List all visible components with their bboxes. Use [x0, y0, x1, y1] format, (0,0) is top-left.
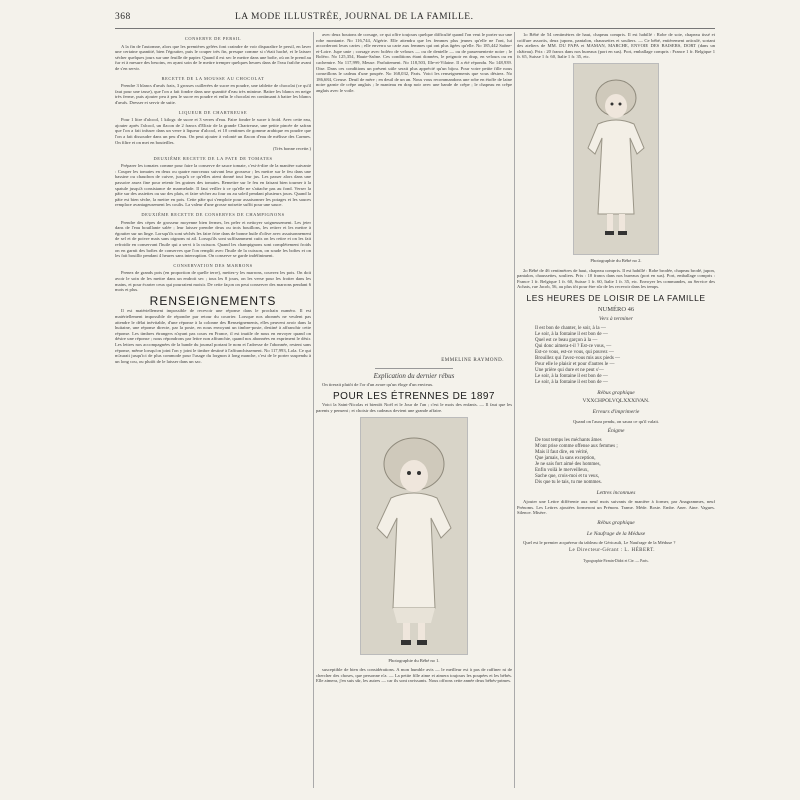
paragraph: Prendre 3 blancs d'œufs frais, 3 grosses cuillerées de sucre en poudre, une tablette de chocolat (ce qu'il faut pour une tasse), que l'on a fait fondre dans une quantité d'eau très minime. Battre les blancs en neige très ferme, puis ajouter peu à peu le sucre en poudre et enfin le chocolat en continuant à battre les blancs d'œufs. Dresser et servir de suite.: [115, 83, 311, 105]
column-1: [115, 32, 311, 788]
poem: [535, 326, 715, 386]
subsection-heading: Rébus graphique: [597, 389, 635, 396]
column-2: [316, 32, 512, 788]
photo-caption: Photographie du Bébé no 2.: [590, 257, 642, 263]
journal-title: LA MODE ILLUSTRÉE, JOURNAL DE LA FAMILLE.: [235, 12, 474, 22]
page-number: 368: [115, 12, 131, 22]
doll-photo-1: [360, 417, 468, 655]
poem-line: Est-ce vous, est-ce vous, qui pouvez —: [535, 349, 614, 355]
renseignements-heading: RENSEIGNEMENTS: [149, 293, 277, 308]
poem-line: Enfin voilà le merveilleux,: [535, 467, 589, 473]
etrennes-heading: POUR LES ÉTRENNES DE 1897: [333, 390, 495, 402]
page-header: [115, 12, 715, 28]
section-heading: CONSERVATION DES MARRONS: [173, 262, 253, 268]
paragraph: Il est matériellement impossible de recevoir une réponse dans le prochain numéro. Il est matériellement impossible de répondre par retour du courrier. Lorsque nos abonnés ne veulent pas attendre le délai inévitable, d'une réponse à la colonne des Renseignements, elles peuvent avoir dans la huitaine, une réponse directe, par la poste, en nous envoyant un timbre-poste, destiné à affranchir cette réponse. Les timbres étrangers n'ayant pas cours en France, il est inutile de nous en envoyer quand on désire une réponse ; nous répondrons par lettre non affranchie, quand nos abonnées en expriment le désir. Les lettres nos accompagnées de la bande du journal portant le nom et l'adresse de l'abonnée, restent sans réponse, même lorsqu'on joint l'on y joint le timbre destiné à l'affranchissement. No 117,993, Lola. Ce qui m'aurait jusqu'ici de plus commode pour l'usage du lorgnon à long manche, c'est de le porter suspendu à un long cou, ou plutôt de le laisser dans un sac.: [115, 308, 311, 364]
subsection-heading: Rébus graphique: [597, 520, 635, 527]
section-heading: LIQUEUR DE CHARTREUSE: [178, 109, 248, 115]
paragraph: A la fin de l'automne, alors que les premières gelées font craindre de voir disparaître le persil, en laver une certaine quantité, bien l'égoutter, puis le couper très fin, presque comme si c'était haché, et le laisser sécher quelques jours sur une feuille de papier. Quand il est sec le mettre dans une boîte, où on le prend au fur et à mesure des besoins, en ayant soin de le mettre tremper quelques heures dans de l'eau fraîche avant de s'en servir.: [115, 43, 311, 71]
paragraph: 1o Bébé de 54 centimètres de haut, chapeau compris. Il est habillé : Robe de soie, chapeau tissé et coiffure assortis, deux jupons, pantalon, chaussettes et souliers. — Ce bébé, entièrement articulé, sortant des ateliers de MM. DU PAPA et MAMAN, MARCHE, ENVOIE DES BAISERS, DORT (dans un château). Prix : 20 francs dans nos bureaux (port en sus). Port, emballage compris : France 1 fr. Belgique 1 fr. 65, Suisse 1 fr. 60, Italie 1 fr. 35, etc.: [517, 32, 715, 60]
photo-caption: Photographie du Bébé no 1.: [388, 657, 440, 663]
poem-line: Le soir, à la fontaine il est bon de —: [535, 379, 608, 385]
paragraph: Prendre des cèpes de grosseur moyenne bien fermes, les peler et nettoyer soigneusement. Les jeter dans de l'eau bouillante salée ; leur laisser prendre deux ou trois bouillons, les retirer et les mettre à égoutter sur un linge. Lorsqu'ils sont séchés les faire frire dans de bonne huile d'olive avec assaisonnement de sel et de poivre mais sans oignons ni ail. Lorsqu'ils sont suffisamment cuits on les retire et on les fait refroidir en conservant l'huile qui a servi à la cuisson. Quand les champignons sont complètement froids on en garnit des boîtes de conserves que l'on remplit avec l'huile de la cuisson, on soude les boîtes et on les fait bouillir pendant 4 heures sans interruption. On conserve se garde indéfiniment.: [115, 219, 311, 259]
poem-line: Je ne sais fort aimé des hommes,: [535, 461, 601, 467]
doll-photo-2: [573, 63, 659, 255]
poem-line: Brouillez qui l'avez-vous mis aux pieds —: [535, 355, 621, 361]
poem-line: Une prière qui dure et ne peut s'—: [535, 367, 604, 373]
column-divider: [514, 32, 515, 788]
paragraph: Voici la Saint-Nicolas et bientôt Noël et le Jour de l'an ; c'est le mois des enfants. — Il faut que les parents y pensent ; et choisir des cadeaux devient une grande affaire.: [316, 402, 512, 413]
poem-line: Le soir, à la fontaine il est bon de —: [535, 373, 608, 379]
note: (Très bonne recette.): [273, 146, 311, 152]
subsection-heading: Erreurs d'imprimerie: [592, 408, 640, 415]
poem-line: Dis que tu le tais, tu me nommes.: [535, 479, 602, 485]
divider: [375, 368, 453, 369]
issue-number: NUMÉRO 46: [597, 305, 635, 313]
director-signature: Le Directeur-Gérant : L. HÉBERT.: [568, 547, 656, 553]
paragraph: susceptible de bien des considérations. A mon humble avis — le meilleur est à pas de raffiner ni de chercher des choses, que personne n'a. — La petite fille aime et aimera toujours les poupées et les bébés. Elle aimera, j'en suis sûr, les autres — car ils sont ravissants. Nous offrons cette année deux bébés-primes.: [316, 667, 512, 684]
section-heading: DEUXIÈME RECETTE DE CONSERVES DE CHAMPIGNONS: [141, 212, 285, 218]
header-rule: [115, 28, 715, 29]
paragraph: Pour 1 litre d'alcool, 1 kilogr. de sucre et 3 verres d'eau. Faire fondre le sucre à froid. Avec cette eau, ajouter après l'alcool, un flacon de 2 francs d'Elixir de la grande Chartreuse, une petite pincée de safran que l'on a fait infuser dans un verre à liqueur d'alcool, et 10 centimes de gomme arabique en poudre que l'on a fait dissoudre dans un peu d'eau. On peut ajouter à volonté un flacon d'eau de mélisse des Carmes. On filtre et on met en bouteilles.: [115, 117, 311, 145]
subsection-heading: Lettres inconnues: [596, 489, 636, 496]
poem-line: Il est bon de chanter, le soir, à la —: [535, 325, 606, 331]
subsection-heading: Vers à terminer: [599, 316, 633, 323]
column-3: [517, 32, 715, 788]
signature: EMMELINE RAYMOND.: [441, 358, 504, 363]
doll-illustration-1: [361, 418, 467, 654]
erreurs-text: Quand on l'aura pendu, on saura ce qu'il valait.: [572, 418, 660, 424]
paragraph: avec deux boutons de corsage, ce qui offre toujours quelque difficulté quand l'on veut le porter sur une robe montante. No 116,744, Algérie. Elle attendra que les femmes plus jeunes qu'elle ne l'ont, lui accorderont leurs cartes ; elle enverra sa carte aux femmes qui ont plus âgées qu'elle. No 185,442 Saône-et-Loire. Jupe unie ; corsage avec boléro de velours — ou de dentelle — ou de passementerie noire ; le Boléro. No 125,354, Haute-Saône. Ces conditions étant données, le peignoir en drap, en velours ou en cachemire. No 117,999, Meuse. Parfaitement. No 118,503, Ille-et-Vilaine. Il a été répondu. No 148,939. Oise. Dans ces conditions un présent utile serait plus apprécié qu'un bijou. Pour votre petite fille nous conseillons le cadeau d'une poupée. No 168,032, Paris. Voici les renseignements que vous désirez. No 186,684, Creuse. Deuil de mère ; en deuil de un an. Nous vous recommandons une robe en étoffe de laine noire garnie de crêpe anglais ; le manteau en drap noir avec une bande de crêpe ; le chapeau en crêpe anglais avec le voile.: [316, 32, 512, 93]
subsection-heading: Le Naufrage de la Méduse: [586, 530, 646, 537]
paragraph: Ajouter une Lettre différente aux neuf mots suivants de manière à former, par Anagrammes, neuf Prénoms. Les Lettres ajoutées formeront un Prénom. Trame. Méde. Boste. Embe. Aner. Aine. Vagues. Silence. Misère.: [517, 499, 715, 516]
poem-line: Le soir, à la fontaine il est bon de —: [535, 331, 608, 337]
section-heading: DEUXIÈME RECETTE DE LA PATE DE TOMATES: [153, 155, 273, 161]
enigme-poem: [535, 438, 715, 486]
paragraph: Préparer les tomates comme pour faire la conserve de sauce tomate, c'est-à-dire de la manière suivante : Couper les tomates en deux ou quatre morceaux suivant leur grosseur ; les mettre sur le feu dans une bassine ou chaudron de cuivre, jusqu'à ce qu'elles aient donné tout leur jus. Les passer alors dans une passoire assez fine pour retenir les graines des tomates. Remettre sur le feu en faisant bien tourner à la spatule jusqu'à consistance de marmelade. Il faut veiller à ce qu'elle ne s'attache pas au fond. Verser la pâte sur des assiettes ou sur des plats, et faire sécher au four ou au soleil pendant plusieurs jours. Quand la pâte est bien sèche, la mettre en pots. Cette pâte qui s'emploie pour assaisonner les potages et les sauces remplace avantageusement les coulis. La valeur d'une grosse noisette suffit pour une sauce.: [115, 163, 311, 208]
column-divider: [313, 32, 314, 788]
subsection-heading: Énigme: [607, 428, 625, 435]
paragraph: 2o Bébé de 46 centimètres de haut, chapeau compris. Il est habillé : Robe brodée, chapeau brodé, jupon, pantalon, chaussettes, souliers. Prix : 10 francs dans nos bureaux (port en sus). Port, emballage compris : France 1 fr. Belgique 1 fr. 60, Suisse 1 fr. 60, Italie 1 fr. 35, etc. Envoyer les commandes, au Service des Achats, rue Jacob, 56, au plus tôt pour être sûr de les recevoir dans les temps.: [517, 267, 715, 290]
section-heading: CONSERVE DE PERSIL: [184, 36, 242, 41]
section-heading: RECETTE DE LA MOUSSE AU CHOCOLAT: [161, 75, 265, 81]
doll-illustration-2: [574, 64, 658, 254]
poem-line: Mais il faut dire, en vérité,: [535, 449, 589, 455]
paragraph: Quel est le premier acquéreur du tableau de Géricault, Le Naufrage de la Méduse ?: [523, 540, 676, 546]
printer-imprint: Typographie Firmin-Didot et Cie. — Paris.: [583, 559, 649, 564]
poem-line: Qui donc aimera-t-il ? Est-ce vous, —: [535, 343, 612, 349]
loisir-heading: LES HEURES DE LOISIR DE LA FAMILLE: [526, 292, 706, 303]
poem-line: Que jamais, la sans exception,: [535, 455, 596, 461]
rebus-explanation-heading: Explication du dernier rébus: [373, 371, 455, 380]
poem-line: Sache que, crois-moi et tu veux,: [535, 473, 600, 479]
paragraph: Prenez de grands pots (en proportion de quelle terre), mettez-y les marrons, couvrez les pots. On doit avoir le soin de les mettre dans un endroit sec ; tous les 8 jours, on les verse pour les frotter dans les mains, et pour écarter ceux qui pourraient moisir. De cette façon on peut conserver des marrons pendant 6 mois et plus.: [115, 270, 311, 293]
poem-line: De tout temps les méchants âmes: [535, 437, 602, 443]
rebus-solution: On tirerait plutôt de l'or d'un avare qu'un éloge d'un envieux.: [322, 382, 434, 388]
poem-line: Pour elle le plaisir et pour d'autres le —: [535, 361, 615, 367]
poem-line: Quel est ce beau garçon à la —: [535, 337, 598, 343]
poem-line: M'ont prise comme offense aux femmes ;: [535, 443, 618, 449]
rebus-text: VXXCHPOLVQLXXXIVAN.: [582, 398, 650, 405]
